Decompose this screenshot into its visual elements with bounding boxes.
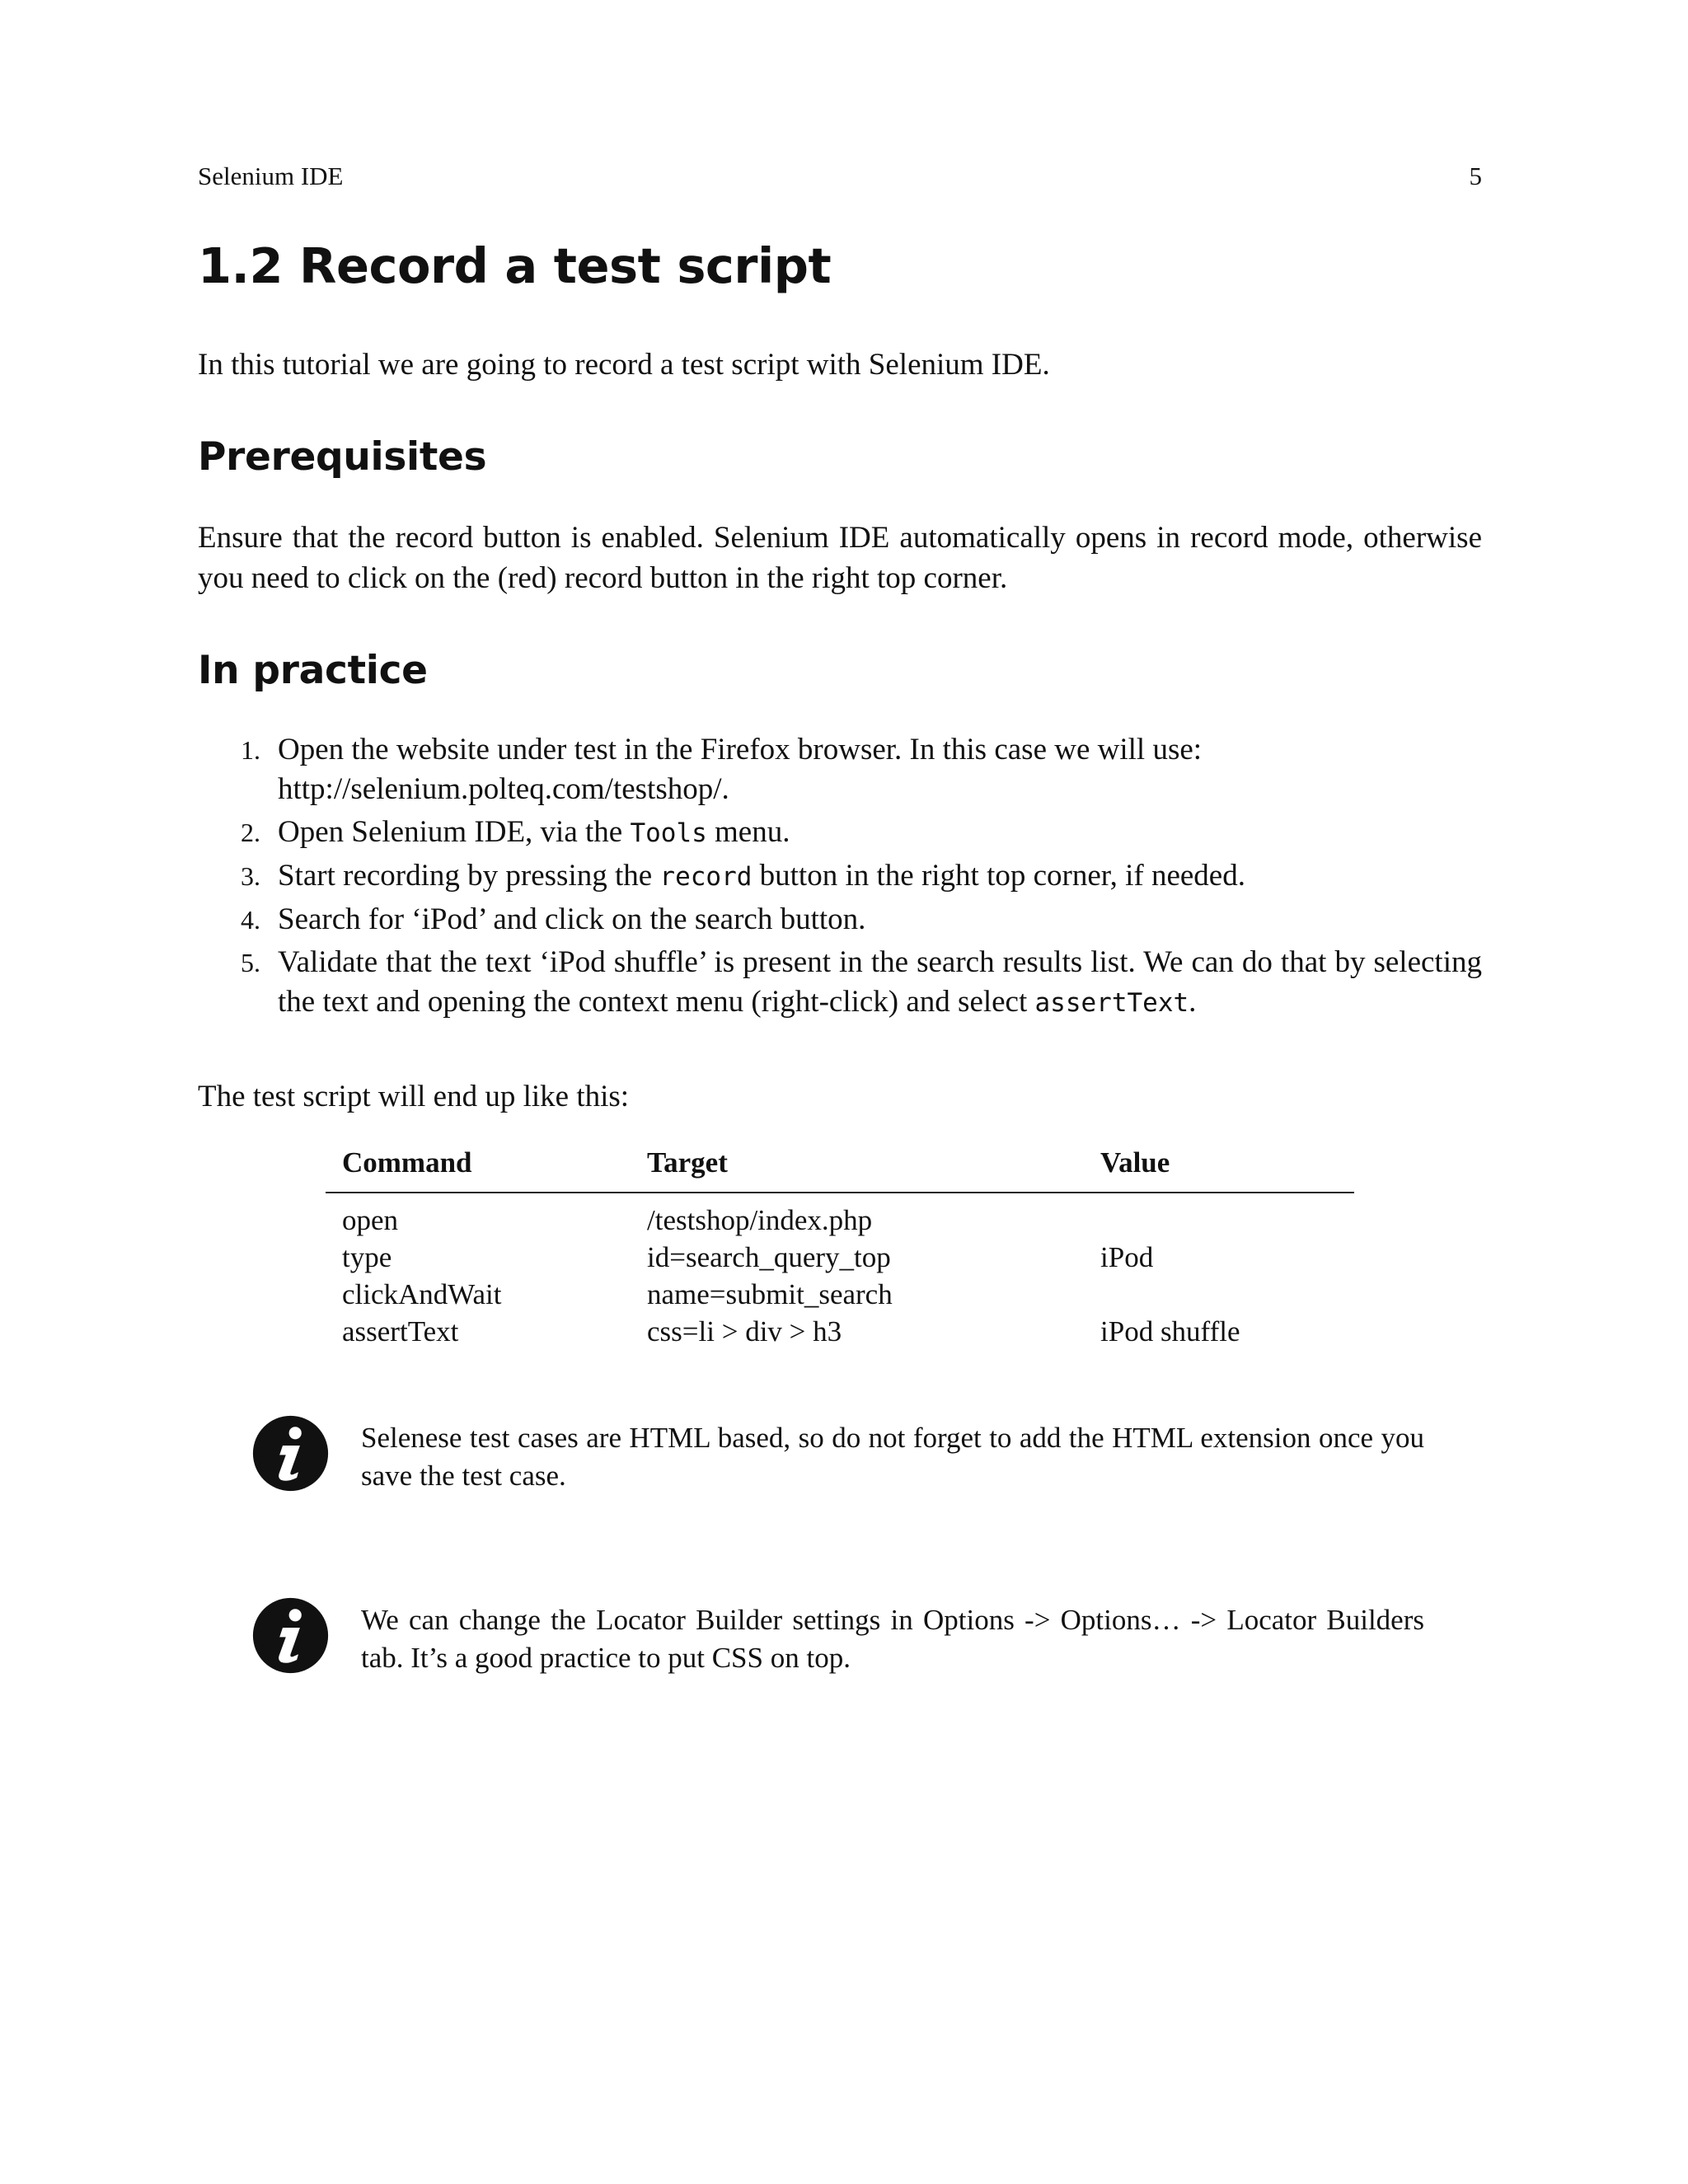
info-note-text: We can change the Locator Builder settings in Options -> Options… -> Locator Builders tab. It’s a good practice to put CSS on top. [361,1604,1424,1674]
step-text: Validate that the text ‘iPod shuffle’ is present in the search results list. We can do that by selecting the text and opening the context menu (right-click) and select [278,945,1482,1019]
list-item [198,730,1482,809]
column-header-value: Value [1084,1144,1354,1193]
target-cell: /testshop/index.php [647,1204,873,1236]
step-text: menu. [706,815,790,849]
command-cell: open [342,1204,399,1236]
command-cell: assertText [342,1315,459,1347]
list-item [198,900,1482,940]
running-header [198,162,1482,191]
step-text: . [1189,985,1197,1019]
step-number: 5. [241,948,260,977]
column-header-target: Target [631,1144,1084,1193]
list-item [198,943,1482,1023]
column-header-command: Command [326,1144,631,1193]
command-cell: type [342,1241,392,1273]
page-number: 5 [1469,162,1482,190]
step-number: 1. [241,735,260,765]
test-script-table [326,1144,1354,1350]
steps-list [198,730,1482,1026]
table-row [326,1193,1354,1239]
inline-code: record [659,862,753,892]
step-number: 4. [241,905,260,935]
step-number: 3. [241,861,260,891]
table-header-row [326,1144,1354,1193]
target-cell: name=submit_search [647,1278,893,1310]
info-icon [251,1414,330,1493]
prerequisites-paragraph: Ensure that the record button is enabled. Selenium IDE automatically opens in record mode, otherwise you need to click on the (red) record button in the right top corner. [198,521,1482,595]
step-text: Open Selenium IDE, via the [278,815,631,849]
section-title: 1.2 Record a test script [198,237,832,294]
step-url: http://selenium.polteq.com/testshop/. [278,772,729,806]
running-title: Selenium IDE [198,162,344,190]
info-note-text: Selenese test cases are HTML based, so do not forget to add the HTML extension once you save the test case. [361,1422,1424,1492]
inline-code: Tools [630,818,707,848]
value-cell: iPod [1100,1241,1154,1273]
value-cell: iPod shuffle [1100,1315,1240,1347]
info-note [251,1596,1424,1677]
step-text: Start recording by pressing the [278,859,660,893]
target-cell: id=search_query_top [647,1241,891,1273]
target-cell: css=li > div > h3 [647,1315,842,1347]
list-item [198,856,1482,897]
inline-code: assertText [1034,988,1189,1018]
table-row [326,1276,1354,1313]
list-item [198,813,1482,853]
value-cell [1084,1276,1354,1313]
table-row [326,1313,1354,1350]
in-practice-heading: In practice [198,648,428,693]
step-text: Search for ‘iPod’ and click on the search button. [278,902,866,936]
step-text: Open the website under test in the Firefox browser. In this case we will use: [278,733,1203,766]
command-cell: clickAndWait [342,1278,502,1310]
prerequisites-heading: Prerequisites [198,434,487,480]
intro-paragraph: In this tutorial we are going to record a test script with Selenium IDE. [198,348,1050,382]
step-number: 2. [241,818,260,847]
step-text: button in the right top corner, if needed. [752,859,1245,893]
value-cell [1084,1193,1354,1239]
info-note [251,1414,1424,1495]
table-row [326,1239,1354,1276]
info-icon [251,1596,330,1675]
result-intro: The test script will end up like this: [198,1080,630,1113]
